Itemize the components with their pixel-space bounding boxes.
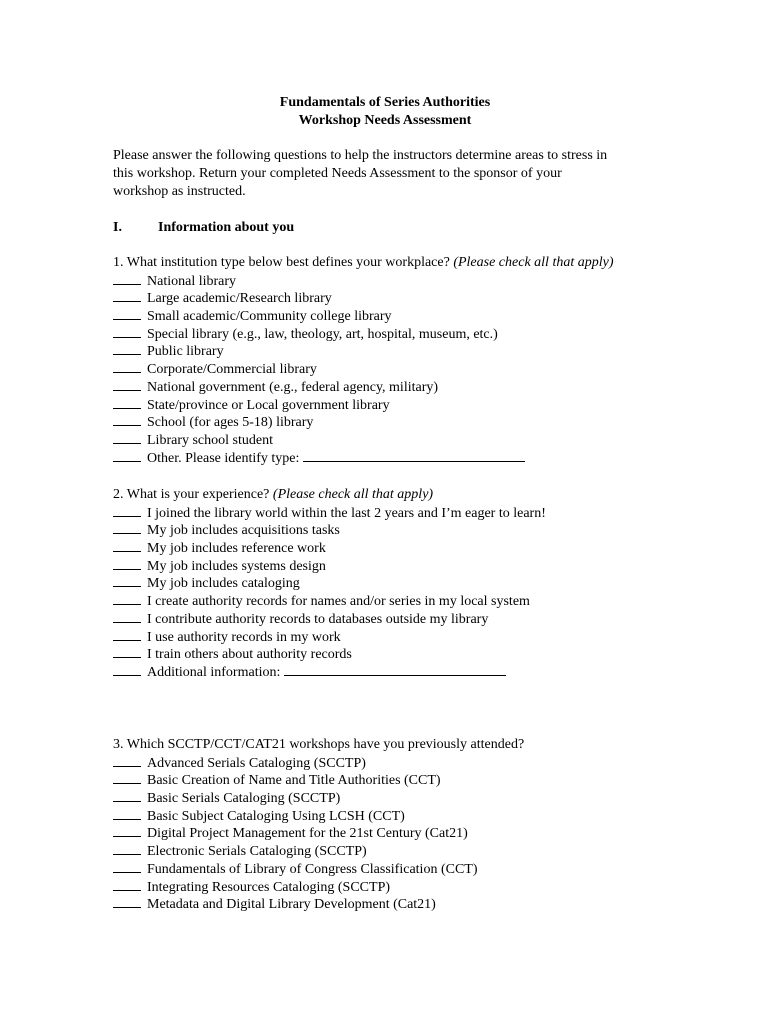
check-blank[interactable] [113, 325, 141, 338]
checklist-item-additional[interactable]: Additional information: [113, 663, 713, 681]
checklist-item[interactable]: My job includes acquisitions tasks [113, 521, 713, 539]
checklist-item[interactable]: Basic Subject Cataloging Using LCSH (CCT) [113, 807, 713, 825]
check-blank[interactable] [113, 878, 141, 891]
check-blank[interactable] [113, 342, 141, 355]
check-blank[interactable] [113, 413, 141, 426]
checklist-item[interactable]: Corporate/Commercial library [113, 360, 713, 378]
check-blank[interactable] [113, 592, 141, 605]
check-blank[interactable] [113, 504, 141, 517]
checklist-item[interactable]: Integrating Resources Cataloging (SCCTP) [113, 878, 713, 896]
check-blank[interactable] [113, 521, 141, 534]
question-3-prompt: 3. Which SCCTP/CCT/CAT21 workshops have you previously attended? [113, 737, 525, 752]
check-blank[interactable] [113, 557, 141, 570]
check-blank[interactable] [113, 771, 141, 784]
question-3 [113, 736, 713, 913]
additional-info-field[interactable] [284, 663, 506, 676]
checklist-item[interactable]: National government (e.g., federal agency, military) [113, 378, 713, 396]
checklist-item[interactable]: Library school student [113, 431, 713, 449]
checklist-item[interactable]: Public library [113, 342, 713, 360]
check-blank[interactable] [113, 789, 141, 802]
check-blank[interactable] [113, 645, 141, 658]
section-title: Information about you [158, 220, 295, 235]
section-number: I. [113, 220, 122, 235]
checklist-item[interactable]: I joined the library world within the last 2 years and I’m eager to learn! [113, 504, 713, 522]
checklist-item[interactable]: My job includes cataloging [113, 574, 713, 592]
checklist-item[interactable]: I create authority records for names and/or series in my local system [113, 592, 713, 610]
check-blank[interactable] [113, 307, 141, 320]
question-1-prompt: 1. What institution type below best defines your workplace? (Please check all that apply) [113, 255, 614, 270]
checklist-item[interactable]: I contribute authority records to databases outside my library [113, 610, 713, 628]
check-blank[interactable] [113, 539, 141, 552]
question-2 [113, 486, 713, 681]
checklist-item[interactable]: Metadata and Digital Library Development (Cat21) [113, 895, 713, 913]
check-blank[interactable] [113, 860, 141, 873]
checklist-item[interactable]: Basic Serials Cataloging (SCCTP) [113, 789, 713, 807]
question-1 [113, 254, 713, 466]
check-blank[interactable] [113, 574, 141, 587]
check-blank[interactable] [113, 396, 141, 409]
check-blank[interactable] [113, 610, 141, 623]
check-blank[interactable] [113, 431, 141, 444]
checklist-item[interactable]: Advanced Serials Cataloging (SCCTP) [113, 754, 713, 772]
check-blank[interactable] [113, 449, 141, 462]
intro-line: this workshop. Return your completed Needs Assessment to the sponsor of your [113, 166, 562, 181]
checklist-item[interactable]: Electronic Serials Cataloging (SCCTP) [113, 842, 713, 860]
check-blank[interactable] [113, 289, 141, 302]
check-blank[interactable] [113, 895, 141, 908]
checklist-item[interactable]: I train others about authority records [113, 645, 713, 663]
section-heading [113, 219, 294, 237]
checklist-item[interactable]: I use authority records in my work [113, 628, 713, 646]
checklist-item[interactable]: My job includes reference work [113, 539, 713, 557]
checklist-item[interactable]: National library [113, 272, 713, 290]
checklist-item[interactable]: Basic Creation of Name and Title Authorities (CCT) [113, 771, 713, 789]
checklist-item[interactable]: Fundamentals of Library of Congress Classification (CCT) [113, 860, 713, 878]
checklist-item[interactable]: Special library (e.g., law, theology, art, hospital, museum, etc.) [113, 325, 713, 343]
checklist-item[interactable]: Digital Project Management for the 21st Century (Cat21) [113, 824, 713, 842]
checklist-item[interactable]: School (for ages 5-18) library [113, 413, 713, 431]
check-blank[interactable] [113, 824, 141, 837]
checklist-item[interactable]: Small academic/Community college library [113, 307, 713, 325]
checklist-item[interactable]: State/province or Local government library [113, 396, 713, 414]
check-blank[interactable] [113, 754, 141, 767]
intro-line: Please answer the following questions to help the instructors determine areas to stress in [113, 148, 608, 163]
other-type-field[interactable] [303, 449, 525, 462]
check-blank[interactable] [113, 360, 141, 373]
document-title [0, 94, 770, 129]
title-line-2: Workshop Needs Assessment [298, 112, 472, 128]
check-blank[interactable] [113, 378, 141, 391]
checklist-item[interactable]: Large academic/Research library [113, 289, 713, 307]
checklist-item-other[interactable]: Other. Please identify type: [113, 449, 713, 467]
check-blank[interactable] [113, 272, 141, 285]
question-2-prompt: 2. What is your experience? (Please check all that apply) [113, 487, 434, 502]
intro-paragraph [113, 147, 673, 201]
checklist-item[interactable]: My job includes systems design [113, 557, 713, 575]
check-blank[interactable] [113, 663, 141, 676]
check-blank[interactable] [113, 842, 141, 855]
title-line-1: Fundamentals of Series Authorities [279, 95, 491, 110]
check-blank[interactable] [113, 628, 141, 641]
intro-line: workshop as instructed. [113, 184, 246, 199]
check-blank[interactable] [113, 807, 141, 820]
